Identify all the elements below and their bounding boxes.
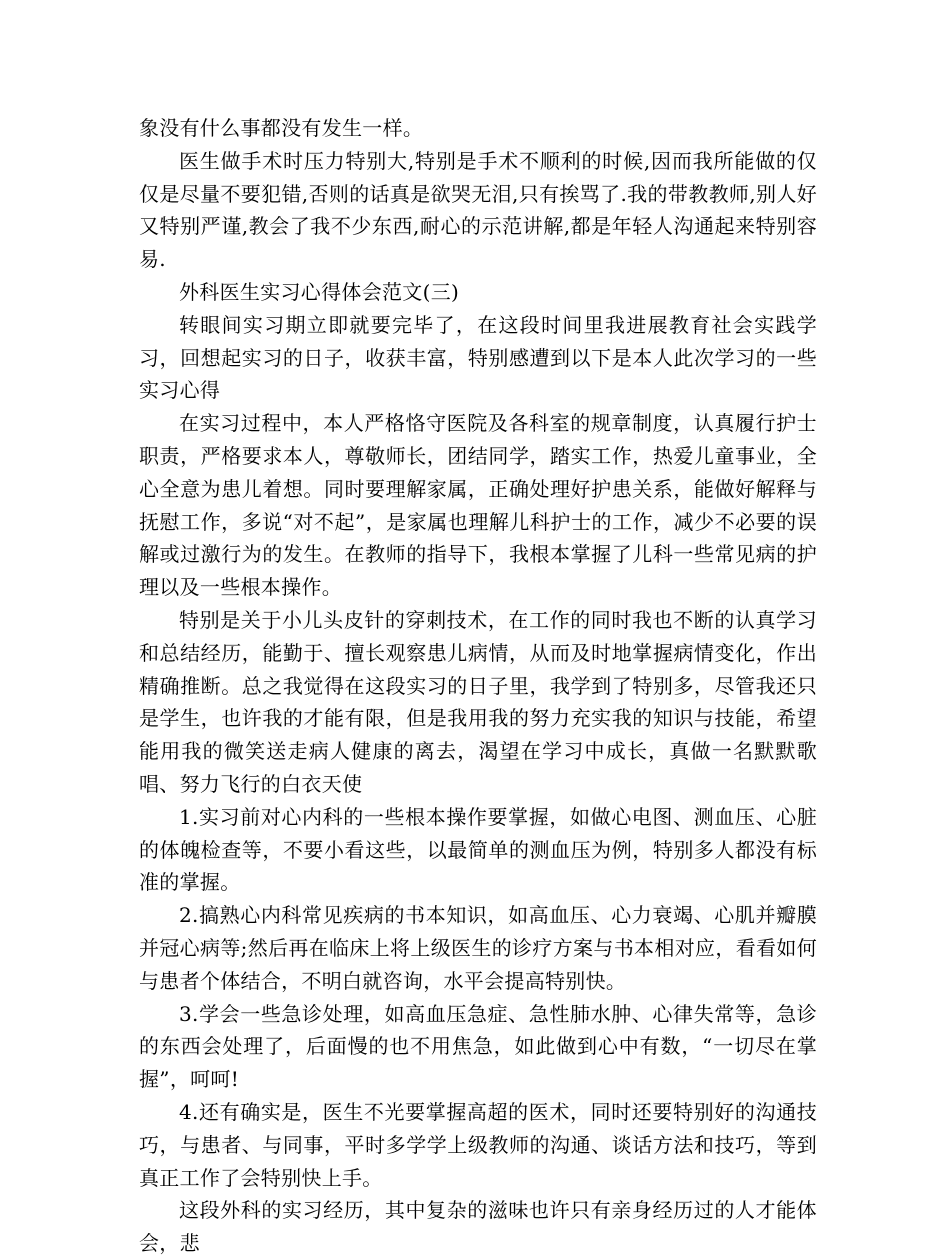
paragraph-continuation: 象没有什么事都没有发生一样。 — [139, 116, 424, 140]
document-body — [139, 112, 817, 1260]
list-item-4: 4.还有确实是，医生不光要掌握高超的医术，同时还要特别好的沟通技巧，与患者、与同事，平时多学学上级教师的沟通、谈话方法和技巧，等到真正工作了会特别快上手。 — [139, 1099, 817, 1190]
list-item-3: 3.学会一些急诊处理，如高血压急症、急性肺水肿、心律失常等，急诊的东西会处理了，后面慢的也不用焦急，如此做到心中有数，“一切尽在掌握”，呵呵! — [139, 1001, 817, 1092]
paragraph-intro: 转眼间实习期立即就要完毕了，在这段时间里我进展教育社会实践学习，回想起实习的日子，收获丰富，特别感遭到以下是本人此次学习的一些实习心得 — [139, 312, 817, 403]
paragraph-internship-process: 在实习过程中，本人严格恪守医院及各科室的规章制度，认真履行护士职责，严格要求本人，尊敬师长，团结同学，踏实工作，热爱儿童事业，全心全意为患儿着想。同时要理解家属，正确处理好护患关系，能做好解释与抚慰工作，多说“对不起”，是家属也理解儿科护士的工作，减少不必要的误解或过激行为的发生。在教师的指导下，我根本掌握了儿科一些常见病的护理以及一些根本操作。 — [139, 411, 817, 600]
list-item-2: 2.搞熟心内科常见疾病的书本知识，如高血压、心力衰竭、心肌并瓣膜并冠心病等;然后再在临床上将上级医生的诊疗方案与书本相对应，看看如何与患者个体结合，不明白就咨询，水平会提高特别快。 — [139, 903, 817, 993]
paragraph-closing: 这段外科的实习经历，其中复杂的滋味也许只有亲身经历过的人才能体会，悲 — [139, 1198, 817, 1256]
paragraph-surgery-pressure: 医生做手术时压力特别大,特别是手术不顺利的时候,因而我所能做的仅仅是尽量不要犯错,否则的话真是欲哭无泪,只有挨骂了.我的带教教师,别人好又特别严谨,教会了我不少东西,耐心的示范讲解,都是年轻人沟通起来特别容易. — [139, 148, 817, 272]
list-item-1: 1.实习前对心内科的一些根本操作要掌握，如做心电图、测血压、心脏的体魄检查等，不要小看这些，以最简单的测血压为例，特别多人都没有标准的掌握。 — [139, 804, 817, 895]
section-heading: 外科医生实习心得体会范文(三) — [179, 279, 460, 304]
paragraph-scalp-needle: 特别是关于小儿头皮针的穿刺技术，在工作的同时我也不断的认真学习和总结经历，能勤于、擅长观察患儿病情，从而及时地掌握病情变化，作出精确推断。总之我觉得在这段实习的日子里，我学到了特别多，尽管我还只是学生，也许我的才能有限，但是我用我的努力充实我的知识与技能，希望能用我的微笑送走病人健康的离去，渴望在学习中成长，真做一名默默歌唱、努力飞行的白衣天使 — [139, 607, 817, 796]
